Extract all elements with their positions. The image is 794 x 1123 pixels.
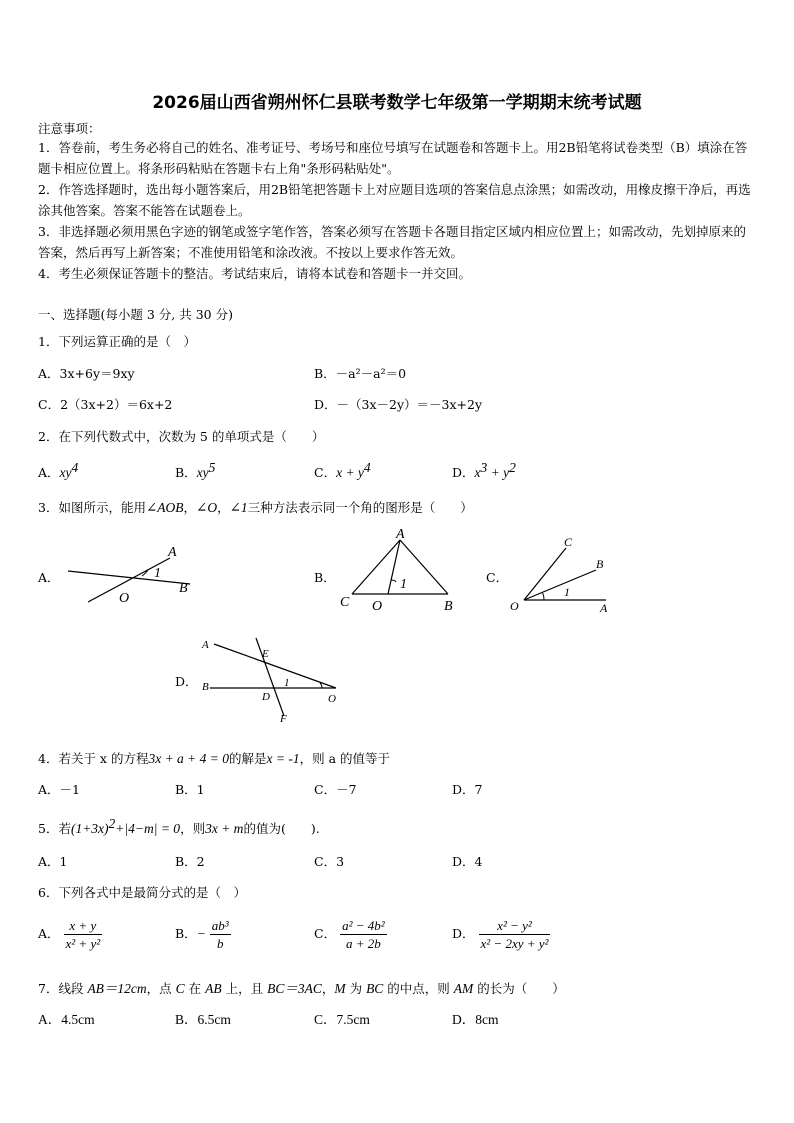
question-1-stem: 1．下列运算正确的是（ ） [38, 334, 196, 349]
option-c-exponent: 4 [363, 460, 371, 475]
stem-text: 的解是 [229, 751, 267, 766]
question-6-option-d [452, 917, 550, 952]
question-5-stem [38, 816, 320, 837]
question-6-option-c [314, 917, 387, 952]
option-c-expression: x + y [336, 465, 364, 481]
option-label: D． [452, 926, 475, 941]
numerator: x + y [64, 917, 103, 935]
fig-d-label-d: D [262, 691, 270, 703]
fig-d-label-1: 1 [284, 677, 290, 689]
stem-text: 的值为( ). [243, 821, 320, 837]
question-2-option-b [175, 460, 215, 481]
notice-4: 4．考生必须保证答题卡的整洁。考试结束后，请将本试卷和答题卡一并交回。 [38, 266, 471, 281]
fig-d-label-e: E [262, 648, 269, 660]
question-1-option-c: C．2（3x+2）＝6x+2 [38, 397, 173, 412]
minus-sign: − [196, 926, 206, 941]
question-1-option-b: B．－a²－a²＝0 [314, 366, 407, 381]
fig-d-label-a: A [202, 639, 209, 651]
notice-2: 2．作答选择题时，选出每小题答案后，用2B铅笔把答题卡上对应题目选项的答案信息点涂黑；如需改动，用橡皮擦干净后，再选涂其他答案。答案不能答在试题卷上。 [38, 182, 751, 218]
question-5-option-b: B．2 [175, 854, 205, 869]
option-d-exponent-b: 2 [509, 460, 516, 475]
fig-a-label-o: O [119, 591, 130, 606]
point-c: C [175, 981, 185, 996]
stem-text: 3．如图所示，能用 [38, 500, 146, 515]
angle-aob: ∠AOB [145, 500, 184, 515]
question-5-option-a: A．1 [38, 854, 68, 869]
denominator: x² + y² [65, 936, 101, 951]
question-2-stem: 2．在下列代数式中，次数为 5 的单项式是（ ） [38, 429, 325, 444]
stem-text: 的长为（ ） [473, 981, 565, 996]
fig-c-label-1: 1 [564, 585, 570, 599]
segment-bc: BC＝3AC [267, 981, 322, 996]
solution: x = -1 [266, 751, 300, 766]
question-7-option-c: C．7.5cm [314, 1012, 370, 1027]
question-2-option-a [38, 460, 78, 481]
option-d-term-a: x [474, 465, 481, 481]
fig-b-label-1: 1 [400, 577, 407, 592]
fraction [210, 917, 231, 952]
question-4-option-b: B．1 [175, 782, 205, 797]
denominator: x² − 2xy + y² [480, 936, 549, 951]
figure-d [198, 630, 348, 726]
fig-b-label-c: C [340, 595, 350, 610]
option-b-base: xy [196, 465, 209, 481]
separator: ， [183, 500, 197, 515]
option-label: B． [175, 926, 197, 941]
fig-a-label-a: A [168, 545, 177, 560]
stem-text: 4．若关于 x 的方程 [38, 751, 149, 766]
fraction [479, 917, 551, 952]
section-heading: 一、选择题(每小题 3 分, 共 30 分) [38, 307, 233, 322]
notice-3: 3．非选择题必须用黑色字迹的钢笔或签字笔作答，答案必须写在答题卡各题目指定区域内相应位置上；如需改动，先划掉原来的答案，然后再写上新答案；不准使用铅笔和涂改液。不按以上要求作答无效。 [38, 224, 746, 260]
fig-d-label-o: O [328, 693, 336, 705]
stem-text: 三种方法表示同一个角的图形是（ ） [247, 500, 473, 515]
stem-text: ，则 [180, 821, 206, 837]
fig-d-label-b: B [202, 681, 209, 693]
denominator: a + 2b [345, 936, 381, 951]
option-label: A． [38, 926, 60, 941]
question-5-option-d: D．4 [452, 854, 483, 869]
question-4-option-a: A．－1 [38, 782, 80, 797]
question-3-option-a-label: A． [38, 570, 60, 585]
numerator: x² − y² [479, 917, 551, 935]
question-6-option-a [38, 917, 102, 952]
question-1-option-a: A．3x+6y＝9xy [38, 366, 135, 381]
numerator: ab³ [211, 918, 229, 933]
option-label: C． [314, 465, 337, 481]
figure-a [60, 540, 200, 610]
option-a-exponent: 4 [71, 460, 79, 475]
option-a-base: xy [59, 465, 72, 481]
stem-text: 5．若 [38, 821, 71, 837]
option-label: D． [452, 465, 475, 481]
question-2-option-d [452, 460, 516, 481]
question-4-option-c: C．－7 [314, 782, 357, 797]
fig-b-label-b: B [444, 599, 453, 614]
denominator: b [217, 936, 224, 951]
expression-part: (1+3x) [70, 821, 109, 837]
fig-c-label-o: O [510, 599, 519, 613]
segment-ab: AB＝12cm [87, 981, 147, 996]
question-2-option-c [314, 460, 371, 481]
segment-ab: AB [205, 981, 222, 996]
stem-text: ，点 [146, 981, 176, 996]
question-7-option-b: B．6.5cm [175, 1012, 231, 1027]
question-3-stem [38, 498, 473, 516]
numerator: a² − 4b² [342, 918, 385, 933]
option-label: A． [38, 465, 60, 481]
fraction [64, 917, 103, 952]
fig-b-label-o: O [372, 599, 383, 614]
fraction [340, 917, 387, 952]
expression-part: +|4−m| = 0 [115, 821, 181, 837]
question-4-stem [38, 749, 390, 767]
stem-text: 的中点，则 [383, 981, 454, 996]
figure-c [506, 534, 616, 614]
option-b-exponent: 5 [208, 460, 216, 475]
fig-d-label-f: F [280, 713, 287, 725]
fig-b-label-a: A [396, 527, 405, 542]
question-7-stem [38, 977, 565, 997]
separator: ， [217, 500, 230, 515]
figure-b [336, 526, 466, 616]
option-label: C． [314, 926, 337, 941]
question-3-option-c-label: C． [486, 570, 509, 585]
question-7-option-a: A．4.5cm [38, 1012, 95, 1027]
option-d-exponent-a: 3 [480, 460, 488, 475]
angle-1: ∠1 [229, 500, 248, 515]
fig-c-label-b: B [596, 557, 604, 571]
question-1-option-d: D．－（3x－2y）＝－3x+2y [314, 397, 483, 412]
stem-text: 在 [184, 981, 206, 996]
option-label: B． [175, 465, 197, 481]
segment-bc: BC [366, 981, 384, 996]
question-5-option-c: C．3 [314, 854, 345, 869]
fig-c-label-c: C [564, 535, 573, 549]
target-expression: 3x + m [205, 821, 244, 837]
fig-a-label-b: B [179, 581, 188, 596]
stem-text: 为 [345, 981, 367, 996]
stem-text: ，则 a 的值等于 [299, 751, 391, 766]
question-7-option-d: D．8cm [452, 1012, 499, 1027]
angle-o: ∠O [196, 500, 218, 515]
question-6-option-b [175, 917, 231, 952]
question-6-stem: 6．下列各式中是最简分式的是（ ） [38, 885, 246, 900]
stem-text: 上，且 [221, 981, 268, 996]
notice-1: 1．答卷前，考生务必将自己的姓名、准考证号、考场号和座位号填写在试题卷和答题卡上。用2B铅笔将试卷类型（B）填涂在答题卡相应位置上。将条形码粘贴在答题卡右上角"条形码粘贴处"。 [38, 140, 748, 176]
question-3-option-d-label: D． [175, 674, 198, 689]
segment-am: AM [453, 981, 474, 996]
notice-heading: 注意事项： [38, 121, 101, 136]
expression-exponent: 2 [108, 816, 116, 831]
fig-a-label-1: 1 [154, 566, 161, 581]
stem-text: 7．线段 [38, 981, 88, 996]
fig-c-label-a: A [600, 601, 608, 614]
point-m: M [334, 981, 346, 996]
equation: 3x + a + 4 = 0 [148, 751, 230, 766]
question-4-option-d: D．7 [452, 782, 483, 797]
page-title: 2026届山西省朔州怀仁县联考数学七年级第一学期期末统考试题 [152, 93, 642, 113]
stem-text: ， [321, 981, 335, 996]
option-d-term-b: + y [487, 465, 510, 481]
question-3-option-b-label: B． [314, 570, 336, 585]
